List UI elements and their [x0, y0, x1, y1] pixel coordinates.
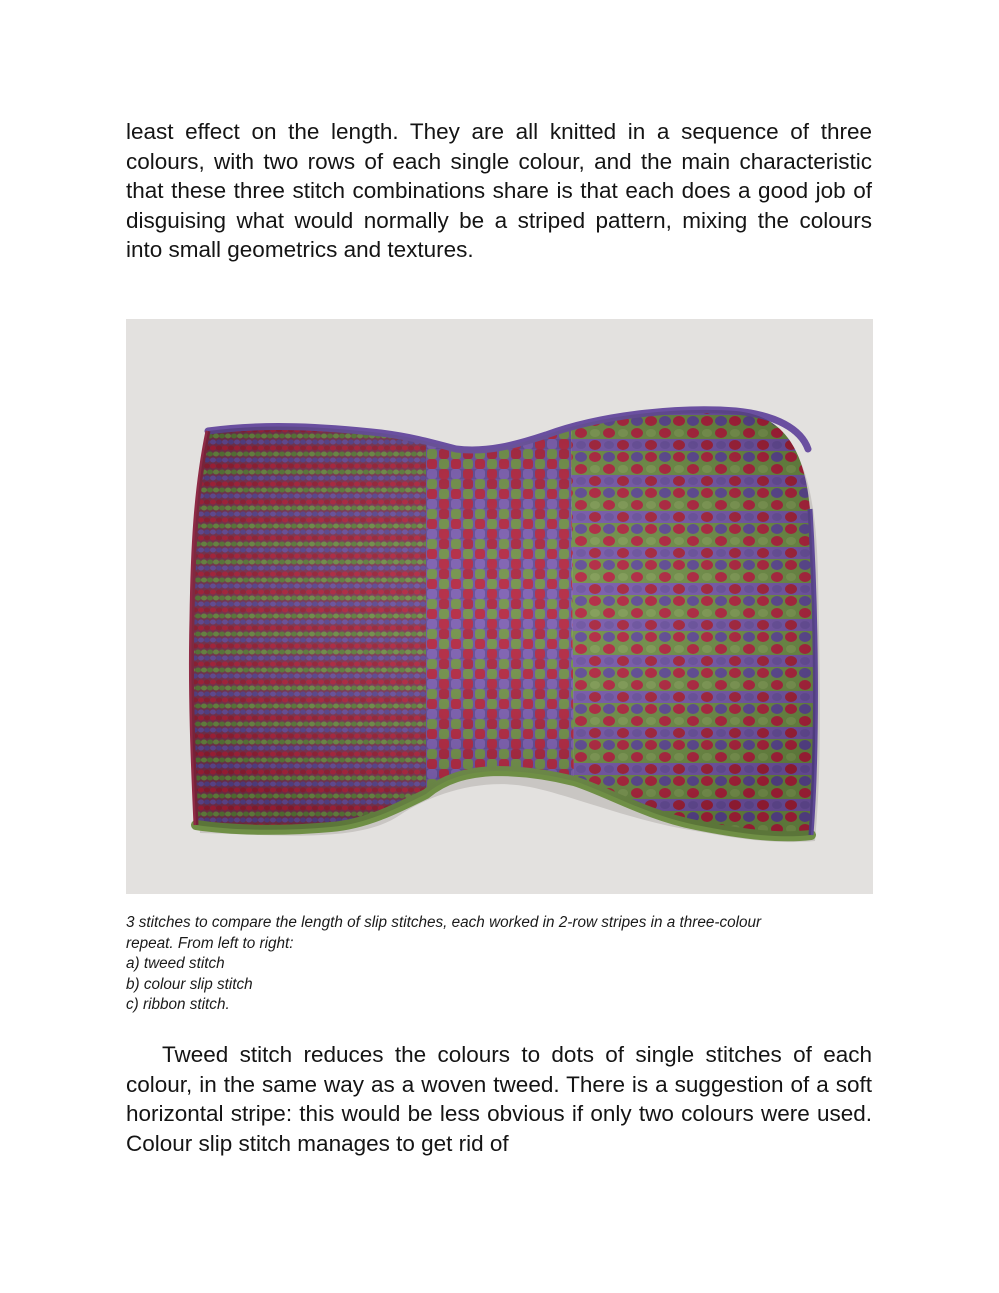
caption-line-1: 3 stitches to compare the length of slip stitches, each worked in 2-row stripes in a three-colour — [126, 914, 762, 931]
caption-item-b: b) colour slip stitch — [126, 975, 253, 993]
caption-line-2: repeat. From left to right: — [126, 934, 294, 952]
caption-item-a: a) tweed stitch — [126, 955, 225, 973]
body-paragraph-top: least effect on the length. They are all knitted in a sequence of three colours, with two rows of each single colour, and the main characteristic that these three stitch combinations share is that each does a good job of disguising what would normally be a striped pattern, mixing the colours into small geometrics and textures. — [126, 119, 872, 263]
body-paragraph-bottom: Tweed stitch reduces the colours to dots of single stitches of each colour, in the same way as a woven tweed. There is a suggestion of a soft horizontal stripe: this would be less obvious if only two colours were used. Colour slip stitch manages to get rid of — [126, 1042, 872, 1156]
knitted-swatch-photo — [126, 319, 873, 894]
figure-caption — [126, 913, 876, 1016]
caption-item-c: c) ribbon stitch. — [126, 996, 230, 1014]
